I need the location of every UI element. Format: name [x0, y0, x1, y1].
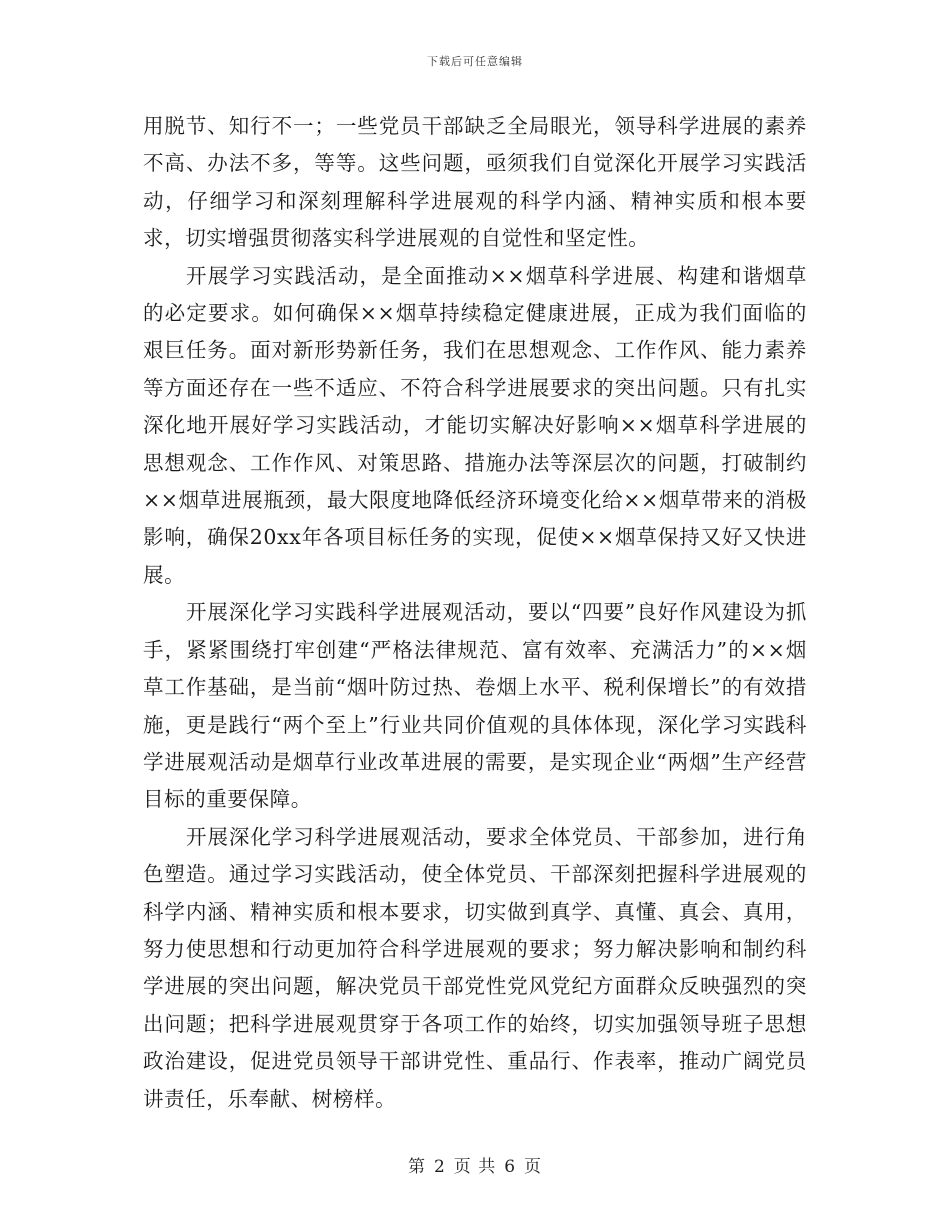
paragraph-continued: 用脱节、知行不一；一些党员干部缺乏全局眼光，领导科学进展的素养不高、办法不多，等等。这些问题，亟须我们自觉深化开展学习实践活动，仔细学习和深刻理解科学进展观的科学内涵、精神实质和根本要求，切实增强贯彻落实科学进展观的自觉性和坚定性。: [143, 114, 807, 251]
current-page-number: 2: [433, 1157, 446, 1177]
header-note: 下载后可任意编辑: [427, 55, 523, 68]
paragraph: 开展学习实践活动，是全面推动××烟草科学进展、构建和谐烟草的必定要求。如何确保××烟草持续稳定健康进展，正成为我们面临的艰巨任务。面对新形势新任务，我们在思想观念、工作作风、能力素养等方面还存在一些不适应、不符合科学进展要求的突出问题。只有扎实深化地开展好学习实践活动，才能切实解决好影响××烟草科学进展的思想观念、工作作风、对策思路、措施办法等深层次的问题，打破制约××烟草进展瓶颈，最大限度地降低经济环境变化给××烟草带来的消极影响，确保20xx年各项目标任务的实现，促使××烟草保持又好又快进展。: [143, 263, 807, 587]
page-footer: [0, 1152, 950, 1177]
footer-middle: 页 共: [453, 1157, 497, 1177]
footer-prefix: 第: [407, 1157, 426, 1177]
body-text: [143, 108, 807, 1118]
paragraph: 开展深化学习科学进展观活动，要求全体党员、干部参加，进行角色塑造。通过学习实践活动，使全体党员、干部深刻把握科学进展观的科学内涵、精神实质和根本要求，切实做到真学、真懂、真会、真用，努力使思想和行动更加符合科学进展观的要求；努力解决影响和制约科学进展的突出问题，解决党员干部党性党风党纪方面群众反映强烈的突出问题；把科学进展观贯穿于各项工作的始终，切实加强领导班子思想政治建设，促进党员领导干部讲党性、重品行、作表率，推动广阔党员讲责任，乐奉献、树榜样。: [143, 824, 807, 1111]
footer-suffix: 页: [524, 1157, 543, 1177]
paragraph: 开展深化学习实践科学进展观活动，要以“四要”良好作风建设为抓手，紧紧围绕打牢创建“严格法律规范、富有效率、充满活力”的××烟草工作基础，是当前“烟叶防过热、卷烟上水平、税利保增长”的有效措施，更是践行“两个至上”行业共同价值观的具体体现，深化学习实践科学进展观活动是烟草行业改革进展的需要，是实现企业“两烟”生产经营目标的重要保障。: [143, 600, 807, 812]
total-pages-number: 6: [504, 1157, 517, 1177]
